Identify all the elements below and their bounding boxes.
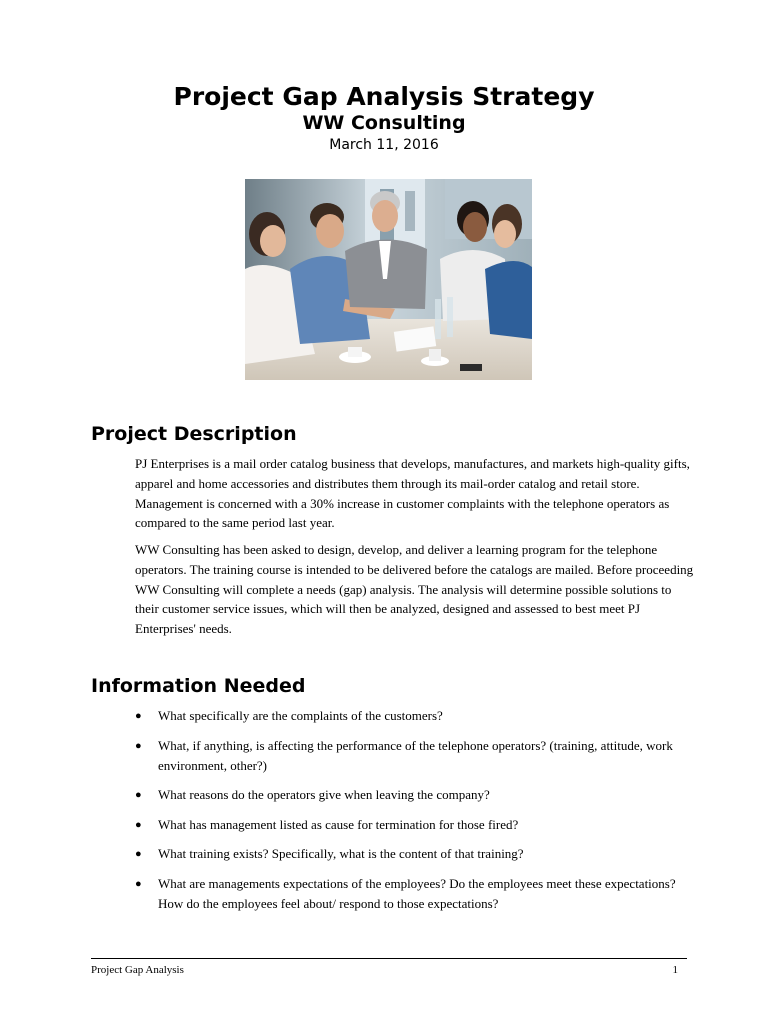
project-description-paragraph: PJ Enterprises is a mail order catalog business that develops, manufactures, and markets high-quality gifts, apparel and home accessories and distributes them through its mail-order catalog and retail store. Management is concerned with a 30% increase in customer complaints with the telephone operators as compared to the same period last year. <box>135 456 690 531</box>
project-description-paragraph: WW Consulting has been asked to design, develop, and deliver a learning program for the telephone operators. The training course is intended to be delivered before the catalogs are mailed. Before proceeding WW Consulting will complete a needs (gap) analysis. The analysis will determine possible solutions to their customer service issues, which will then be analyzed, designed and assessed to best meet PJ Enterprises' needs. <box>135 542 694 637</box>
list-item-text: What are managements expectations of the employees? Do the employees meet these expectations? How do the employees feel about/ respond to those expectations? <box>158 875 676 911</box>
list-item-text: What reasons do the operators give when leaving the company? <box>158 787 490 802</box>
business-meeting-photo <box>245 179 532 380</box>
information-needed-heading: Information Needed <box>91 675 306 697</box>
list-item-text: What, if anything, is affecting the performance of the telephone operators? (training, attitude, work environment, other?) <box>158 737 673 773</box>
list-item-text: What specifically are the complaints of the customers? <box>158 708 443 723</box>
list-item <box>135 736 695 776</box>
footer-divider <box>91 958 687 959</box>
list-item <box>135 706 695 726</box>
information-needed-list <box>135 706 695 923</box>
list-item <box>135 874 695 914</box>
document-subtitle: WW Consulting <box>302 112 466 134</box>
bullet-icon: ● <box>135 739 142 752</box>
project-description-heading: Project Description <box>91 423 297 445</box>
list-item <box>135 815 695 835</box>
page-number: 1 <box>672 964 678 976</box>
bullet-icon: ● <box>135 848 142 860</box>
list-item <box>135 785 695 805</box>
document-date: March 11, 2016 <box>329 137 439 153</box>
footer-label: Project Gap Analysis <box>91 964 184 976</box>
bullet-icon: ● <box>135 818 142 831</box>
list-item <box>135 844 695 864</box>
list-item-text: What training exists? Specifically, what is the content of that training? <box>158 846 524 861</box>
list-item-text: What has management listed as cause for termination for those fired? <box>158 816 519 832</box>
bullet-icon: ● <box>135 789 142 801</box>
bullet-icon: ● <box>135 710 142 722</box>
bullet-icon: ● <box>135 877 142 890</box>
document-title: Project Gap Analysis Strategy <box>173 82 595 111</box>
